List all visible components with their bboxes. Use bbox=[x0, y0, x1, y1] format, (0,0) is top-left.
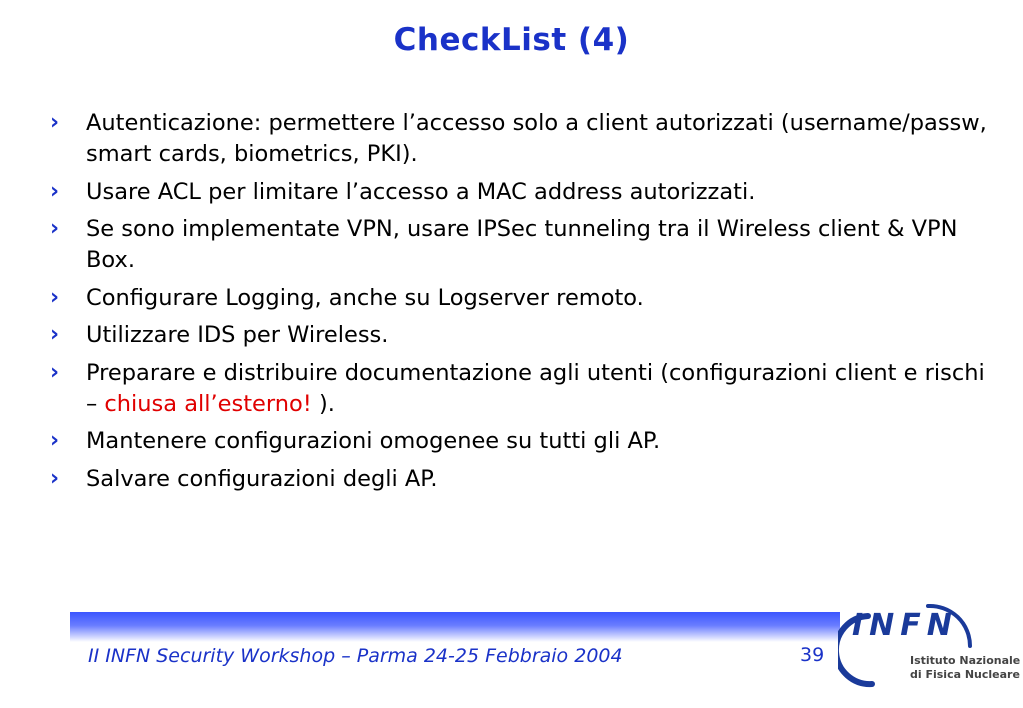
logo-wordmark: INFN bbox=[852, 608, 958, 643]
bullet-marker-icon: › bbox=[50, 465, 60, 491]
bullet-list bbox=[48, 108, 988, 501]
bullet-marker-icon: › bbox=[50, 110, 60, 135]
bullet-item bbox=[48, 358, 988, 420]
bullet-marker-icon: › bbox=[50, 178, 60, 204]
bullet-item bbox=[48, 108, 988, 170]
bullet-marker-icon: › bbox=[50, 359, 60, 385]
logo-subtitle-line2: di Fisica Nucleare bbox=[910, 668, 1020, 681]
bullet-item bbox=[48, 283, 988, 314]
footer-text: II INFN Security Workshop – Parma 24-25 Febbraio 2004 bbox=[88, 645, 623, 667]
bullet-text: Mantenere configurazioni omogenee su tutti gli AP. bbox=[86, 428, 661, 454]
bullet-text: Utilizzare IDS per Wireless. bbox=[86, 322, 389, 348]
bullet-marker-icon: › bbox=[50, 322, 60, 347]
bullet-marker-icon: › bbox=[50, 284, 60, 310]
bullet-marker-icon: › bbox=[50, 216, 60, 241]
bullet-text-part: Preparare e distribuire documentazione agli utenti (configurazioni client e rischi – bbox=[86, 359, 985, 417]
slide-title: CheckList (4) bbox=[393, 22, 630, 58]
bullet-highlight-text: chiusa all’esterno! bbox=[104, 390, 312, 417]
footer-bar bbox=[70, 612, 840, 642]
bullet-item bbox=[48, 426, 988, 457]
bullet-marker-icon: › bbox=[50, 428, 60, 453]
bullet-item bbox=[48, 177, 988, 208]
page-number: 39 bbox=[800, 644, 825, 666]
bullet-text: Se sono implementate VPN, usare IPSec tunneling tra il Wireless client & VPN Box. bbox=[86, 216, 958, 273]
bullet-text-part: ). bbox=[311, 390, 335, 417]
logo-subtitle-line1: Istituto Nazionale bbox=[910, 654, 1021, 667]
bullet-item bbox=[48, 464, 988, 495]
bullet-text: Configurare Logging, anche su Logserver remoto. bbox=[86, 284, 644, 311]
bullet-item bbox=[48, 214, 988, 276]
bullet-text: Usare ACL per limitare l’accesso a MAC address autorizzati. bbox=[86, 178, 756, 205]
bullet-text bbox=[86, 360, 985, 417]
bullet-item bbox=[48, 320, 988, 351]
bullet-text: Autenticazione: permettere l’accesso solo a client autorizzati (username/passw, smart cards, biometrics, PKI). bbox=[86, 110, 987, 167]
bullet-text: Salvare configurazioni degli AP. bbox=[86, 465, 438, 492]
